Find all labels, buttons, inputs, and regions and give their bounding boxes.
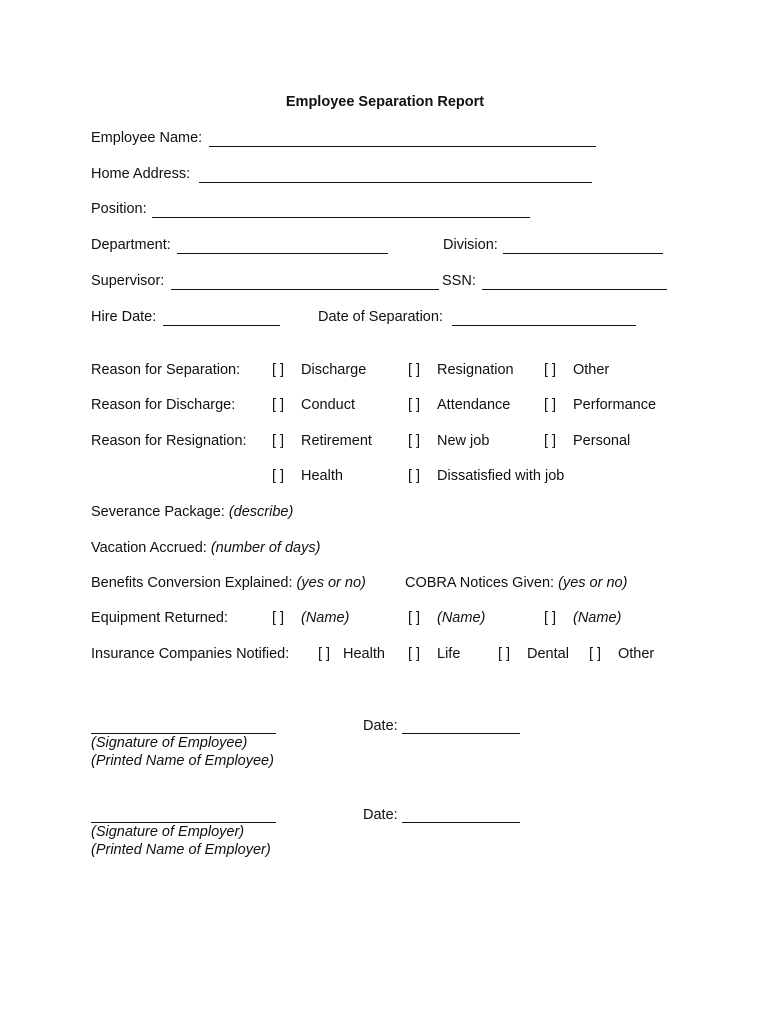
- employer-date-label: Date:: [363, 807, 398, 823]
- checkbox-conduct[interactable]: [ ]: [272, 397, 285, 413]
- option-ins-other: Other: [618, 646, 655, 662]
- ssn-field[interactable]: [482, 289, 667, 290]
- severance-row: [91, 503, 293, 521]
- checkbox-ins-health[interactable]: [ ]: [318, 646, 331, 662]
- employee-date-field[interactable]: [402, 733, 520, 734]
- supervisor-field[interactable]: [171, 289, 439, 290]
- severance-label: Severance Package:: [91, 504, 225, 520]
- division-label: Division:: [443, 237, 498, 253]
- employer-signature-caption: (Signature of Employer): [91, 824, 245, 840]
- home-address-label: Home Address:: [91, 166, 191, 182]
- date-of-separation-label: Date of Separation:: [318, 309, 443, 325]
- option-health: Health: [301, 468, 343, 484]
- option-other: Other: [573, 362, 610, 378]
- reason-discharge-label: Reason for Discharge:: [91, 397, 236, 413]
- employee-printed-caption: (Printed Name of Employee): [91, 753, 274, 769]
- option-personal: Personal: [573, 433, 631, 449]
- equipment-label: Equipment Returned:: [91, 610, 229, 626]
- equipment-name-3: (Name): [573, 610, 622, 626]
- employer-date-field[interactable]: [402, 822, 520, 823]
- cobra-label: COBRA Notices Given:: [405, 575, 555, 591]
- vacation-hint: (number of days): [210, 540, 321, 556]
- vacation-row: [91, 539, 320, 557]
- severance-hint: (describe): [228, 504, 294, 520]
- insurance-label: Insurance Companies Notified:: [91, 646, 290, 662]
- benefits-row: [91, 574, 366, 592]
- equipment-name-1: (Name): [301, 610, 350, 626]
- employee-signature-caption: (Signature of Employee): [91, 735, 248, 751]
- division-field[interactable]: [503, 253, 663, 254]
- supervisor-label: Supervisor:: [91, 273, 165, 289]
- option-performance: Performance: [573, 397, 657, 413]
- option-resignation: Resignation: [437, 362, 514, 378]
- position-field[interactable]: [152, 217, 530, 218]
- reason-separation-label: Reason for Separation:: [91, 362, 241, 378]
- checkbox-ins-life[interactable]: [ ]: [408, 646, 421, 662]
- department-field[interactable]: [177, 253, 388, 254]
- home-address-field[interactable]: [199, 182, 592, 183]
- checkbox-resignation[interactable]: [ ]: [408, 362, 421, 378]
- cobra-row: [405, 574, 627, 592]
- employee-date-label: Date:: [363, 718, 398, 734]
- checkbox-retirement[interactable]: [ ]: [272, 433, 285, 449]
- hire-date-label: Hire Date:: [91, 309, 157, 325]
- option-ins-life: Life: [437, 646, 461, 662]
- checkbox-attendance[interactable]: [ ]: [408, 397, 421, 413]
- checkbox-ins-dental[interactable]: [ ]: [498, 646, 511, 662]
- employee-name-label: Employee Name:: [91, 130, 203, 146]
- option-dissatisfied: Dissatisfied with job: [437, 468, 565, 484]
- checkbox-discharge[interactable]: [ ]: [272, 362, 285, 378]
- reason-resignation-label: Reason for Resignation:: [91, 433, 247, 449]
- benefits-hint: (yes or no): [296, 575, 366, 591]
- page-title: Employee Separation Report: [285, 94, 485, 110]
- option-new-job: New job: [437, 433, 490, 449]
- employee-name-field[interactable]: [209, 146, 596, 147]
- ssn-label: SSN:: [442, 273, 476, 289]
- checkbox-ins-other[interactable]: [ ]: [589, 646, 602, 662]
- option-ins-health: Health: [343, 646, 385, 662]
- checkbox-performance[interactable]: [ ]: [544, 397, 557, 413]
- position-label: Position:: [91, 201, 147, 217]
- checkbox-equipment-3[interactable]: [ ]: [544, 610, 557, 626]
- employer-printed-caption: (Printed Name of Employer): [91, 842, 271, 858]
- checkbox-new-job[interactable]: [ ]: [408, 433, 421, 449]
- option-retirement: Retirement: [301, 433, 372, 449]
- vacation-label: Vacation Accrued:: [91, 540, 207, 556]
- checkbox-equipment-2[interactable]: [ ]: [408, 610, 421, 626]
- benefits-label: Benefits Conversion Explained:: [91, 575, 293, 591]
- hire-date-field[interactable]: [163, 325, 280, 326]
- option-conduct: Conduct: [301, 397, 356, 413]
- checkbox-equipment-1[interactable]: [ ]: [272, 610, 285, 626]
- department-label: Department:: [91, 237, 171, 253]
- equipment-name-2: (Name): [437, 610, 486, 626]
- option-attendance: Attendance: [437, 397, 511, 413]
- checkbox-health[interactable]: [ ]: [272, 468, 285, 484]
- checkbox-other[interactable]: [ ]: [544, 362, 557, 378]
- option-discharge: Discharge: [301, 362, 367, 378]
- date-of-separation-field[interactable]: [452, 325, 636, 326]
- option-ins-dental: Dental: [527, 646, 569, 662]
- checkbox-personal[interactable]: [ ]: [544, 433, 557, 449]
- checkbox-dissatisfied[interactable]: [ ]: [408, 468, 421, 484]
- cobra-hint: (yes or no): [558, 575, 628, 591]
